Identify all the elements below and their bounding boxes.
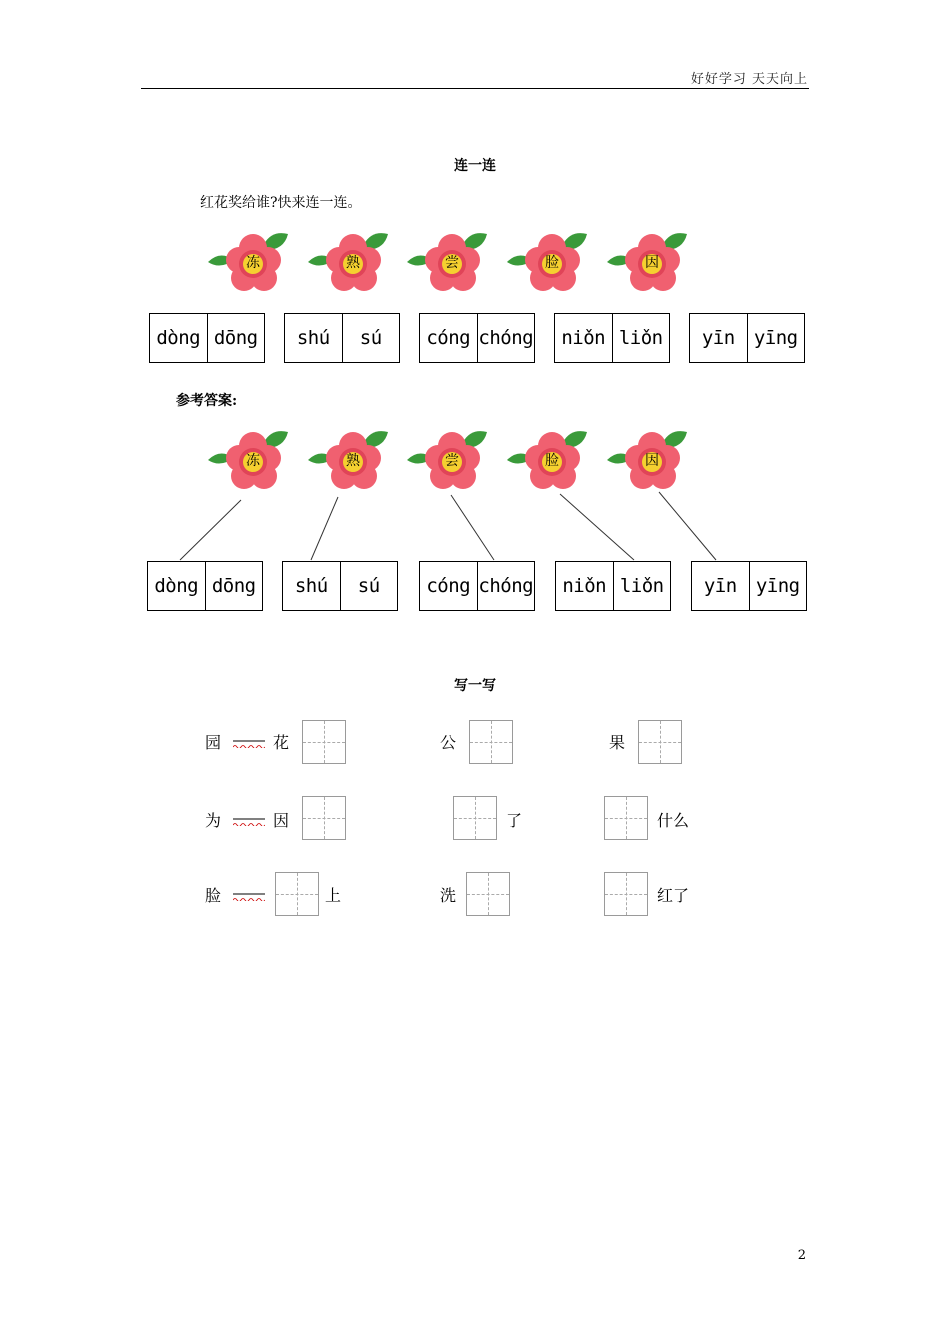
flower-char: 冻 [246, 453, 260, 469]
write-box[interactable] [604, 796, 648, 840]
write-word: 花 [273, 733, 290, 752]
pinyin-option[interactable]: cóng [426, 327, 471, 349]
dash-wavy [233, 891, 265, 901]
flower-char: 熟 [346, 453, 360, 469]
instruction: 红花奖给谁?快来连一连。 [200, 195, 362, 211]
pinyin-option[interactable]: chóng [477, 314, 535, 362]
write-box[interactable] [638, 720, 682, 764]
pinyin-option[interactable]: dòng [154, 575, 199, 597]
answer-line-5 [659, 492, 716, 560]
pinyin-option[interactable]: sú [342, 314, 400, 362]
dash-wavy [233, 816, 265, 826]
write-box[interactable] [604, 872, 648, 916]
page-number: 2 [797, 1248, 806, 1263]
pinyin-option[interactable]: chóng [477, 562, 535, 610]
write-word: 果 [609, 733, 626, 752]
pinyin-option[interactable]: dōng [207, 314, 265, 362]
pinyin-option[interactable]: liǒn [613, 562, 671, 610]
pinyin-option[interactable]: niǒn [561, 327, 606, 349]
answer-line-1 [180, 500, 241, 560]
pinyin-option[interactable]: cóng [426, 575, 471, 597]
header-text: 好好学习 天天向上 [690, 72, 808, 87]
flower-char: 尝 [445, 255, 459, 271]
pinyin-option[interactable]: yīng [749, 562, 807, 610]
answer-line-2 [311, 497, 338, 560]
write-box[interactable] [302, 720, 346, 764]
pinyin-option[interactable]: yīng [747, 314, 805, 362]
pinyin-option[interactable]: shú [296, 327, 330, 349]
section2-title: 写一写 [454, 678, 496, 694]
pinyin-option[interactable]: niǒn [562, 575, 607, 597]
flower-char: 冻 [246, 255, 260, 271]
flower-char: 因 [645, 453, 659, 469]
pinyin-option[interactable]: sú [340, 562, 398, 610]
flower-char: 熟 [346, 255, 360, 271]
write-word: 红了 [657, 886, 690, 905]
pinyin-option[interactable]: dòng [156, 327, 201, 349]
write-word: 因 [273, 811, 290, 830]
flower-char: 因 [645, 255, 659, 271]
write-box[interactable] [469, 720, 513, 764]
pinyin-option[interactable]: liǒn [612, 314, 670, 362]
pinyin-box-3[interactable] [419, 561, 535, 611]
write-word: 洗 [440, 886, 457, 905]
write-word: 脸 [205, 886, 222, 905]
write-word: 什么 [657, 811, 690, 830]
answer-line-3 [451, 495, 494, 560]
pinyin-box-2[interactable] [282, 561, 398, 611]
pinyin-box-1[interactable] [147, 561, 263, 611]
pinyin-option[interactable]: yīn [701, 327, 735, 349]
write-word: 为 [205, 811, 222, 830]
write-word: 上 [325, 886, 342, 905]
flower-char: 脸 [545, 255, 559, 271]
answer-line-4 [560, 494, 634, 560]
write-box[interactable] [453, 796, 497, 840]
pinyin-option[interactable]: shú [294, 575, 328, 597]
write-word: 园 [205, 733, 222, 752]
pinyin-box-4[interactable] [555, 561, 671, 611]
write-box[interactable] [466, 872, 510, 916]
flower-char: 脸 [545, 453, 559, 469]
write-word: 了 [506, 811, 523, 830]
section1-title: 连一连 [454, 158, 496, 174]
dash-wavy [233, 738, 265, 748]
pinyin-option[interactable]: yīn [703, 575, 737, 597]
write-word: 公 [440, 733, 457, 752]
answer-label: 参考答案: [176, 393, 238, 409]
pinyin-box-5[interactable] [691, 561, 807, 611]
pinyin-option[interactable]: dōng [205, 562, 263, 610]
write-box[interactable] [275, 872, 319, 916]
write-box[interactable] [302, 796, 346, 840]
flower-char: 尝 [445, 453, 459, 469]
